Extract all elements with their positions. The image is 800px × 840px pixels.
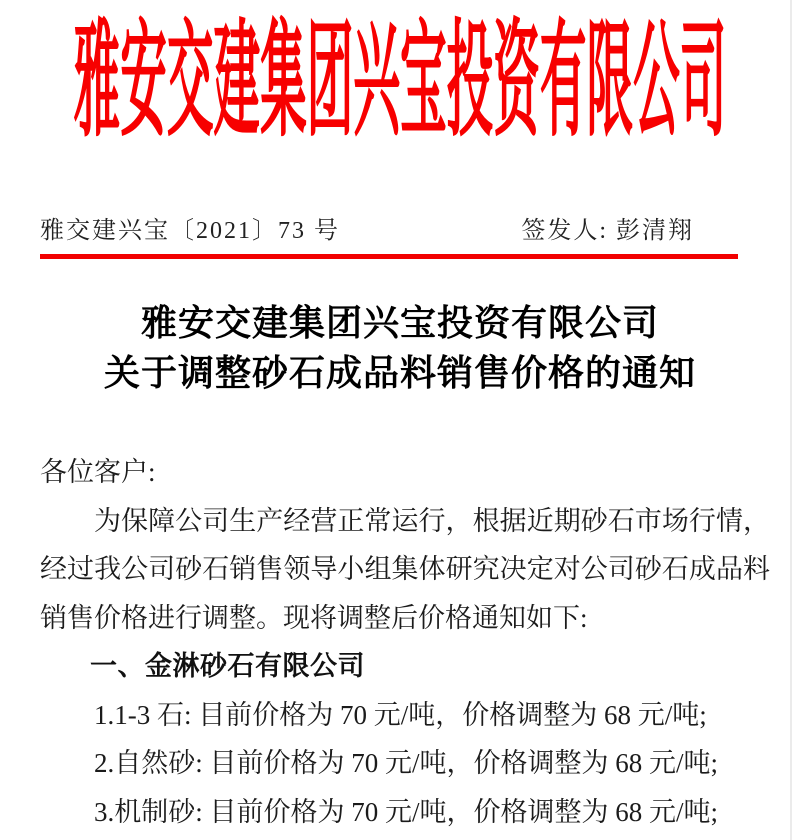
doc-number: 雅交建兴宝〔2021〕73 号: [40, 218, 340, 244]
section-heading-company: 一、金淋砂石有限公司: [90, 651, 365, 681]
doc-meta-row: [40, 216, 758, 246]
issuer-name: 签发人: 彭清翔: [521, 218, 694, 244]
scan-edge-line: [790, 0, 792, 840]
red-separator-rule: [40, 254, 738, 259]
company-masthead: 雅安交建集团兴宝投资有限公司: [73, 13, 727, 152]
doc-title-line2: 关于调整砂石成品料销售价格的通知: [103, 353, 696, 393]
price-item-3: 3.机制砂: 目前价格为 70 元/吨，价格调整为 68 元/吨;: [94, 796, 719, 827]
doc-title: [0, 298, 800, 398]
salutation: 各位客户:: [40, 457, 156, 487]
doc-title-line1: 雅安交建集团兴宝投资有限公司: [140, 303, 659, 343]
intro-paragraph: 为保障公司生产经营正常运行，根据近期砂石市场行情，经过我公司砂石销售领导小组集体研究决定对公司砂石成品料销售价格进行调整。现将调整后价格通知如下:: [40, 505, 770, 633]
document-body: [40, 448, 770, 836]
price-item-1: 1.1-3 石: 目前价格为 70 元/吨，价格调整为 68 元/吨;: [94, 699, 707, 730]
price-item-2: 2.自然砂: 目前价格为 70 元/吨，价格调整为 68 元/吨;: [94, 748, 719, 778]
